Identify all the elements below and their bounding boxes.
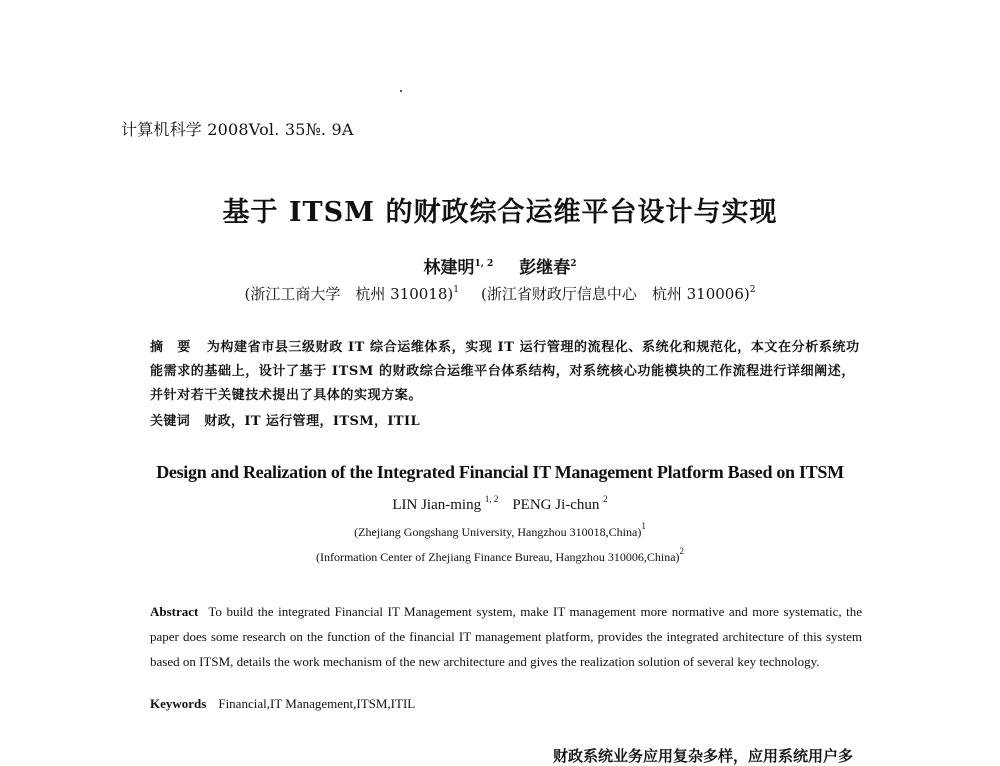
- chinese-keywords-text: 财政，IT 运行管理，ITSM，ITIL: [204, 414, 420, 429]
- chinese-affiliations: [0, 283, 1000, 304]
- english-author-sup: 2: [603, 494, 608, 504]
- english-keywords: [150, 696, 415, 712]
- english-affiliation-1: [0, 521, 1000, 540]
- english-author-sup: 1, 2: [484, 494, 499, 504]
- chinese-author-sup: 1, 2: [474, 259, 494, 269]
- chinese-keywords: [150, 410, 420, 429]
- english-affiliation-sup: 2: [679, 546, 685, 556]
- english-abstract: [150, 599, 862, 674]
- chinese-author-sup: 2: [570, 259, 577, 269]
- chinese-keywords-label: 关键词: [150, 414, 191, 429]
- english-affiliation-text: (Information Center of Zhejiang Finance Bureau, Hangzhou 310006,China): [315, 550, 680, 564]
- english-affiliation-text: (Zhejiang Gongshang University, Hangzhou 310018,China): [354, 525, 642, 539]
- english-affiliation-sup: 1: [641, 521, 646, 531]
- chinese-affiliation-sup: 1: [453, 285, 459, 295]
- body-text-fragment: 财政系统业务应用复杂多样，应用系统用户多: [553, 747, 854, 765]
- english-keywords-text: Financial,IT Management,ITSM,ITIL: [218, 696, 416, 711]
- journal-citation: 计算机科学 2008Vol. 35№. 9A: [121, 120, 354, 139]
- chinese-author-name: 林建明: [423, 258, 475, 278]
- scan-speck: [400, 90, 402, 92]
- english-abstract-text: To build the integrated Financial IT Management system, make IT management more normative and more systematic, the paper does some research on the function of the financial IT management platform, provides the integrated architecture of this system based on ITSM, details the work mechanism of the new architecture and gives the realization solution of several key technology.: [150, 604, 862, 669]
- english-title: Design and Realization of the Integrated Financial IT Management Platform Based on ITSM: [156, 462, 844, 482]
- english-author-name: LIN Jian-ming: [392, 497, 482, 513]
- chinese-affiliation: (浙江工商大学 杭州 310018): [244, 285, 454, 303]
- chinese-affiliation: (浙江省财政厅信息中心 杭州 310006): [481, 285, 750, 303]
- english-author-name: PENG Ji-chun: [512, 497, 600, 513]
- chinese-author-name: 彭继春: [519, 258, 571, 278]
- chinese-abstract-label: 摘 要: [150, 340, 191, 355]
- chinese-title: 基于 ITSM 的财政综合运维平台设计与实现: [222, 197, 778, 228]
- chinese-abstract-text: 为构建省市县三级财政 IT 综合运维体系，实现 IT 运行管理的流程化、系统化和规范化，本文在分析系统功能需求的基础上，设计了基于 ITSM 的财政综合运维平台体系结构，对系统核心功能模块的工作流程进行详细阐述，并针对若干关键技术提出了具体的实现方案。: [150, 340, 860, 403]
- chinese-authors: [0, 253, 1000, 278]
- english-affiliation-2: [0, 546, 1000, 565]
- english-keywords-label: Keywords: [150, 696, 207, 711]
- chinese-affiliation-sup: 2: [749, 285, 756, 295]
- chinese-abstract: [150, 336, 860, 408]
- english-abstract-label: Abstract: [150, 604, 199, 619]
- english-authors: [0, 494, 1000, 514]
